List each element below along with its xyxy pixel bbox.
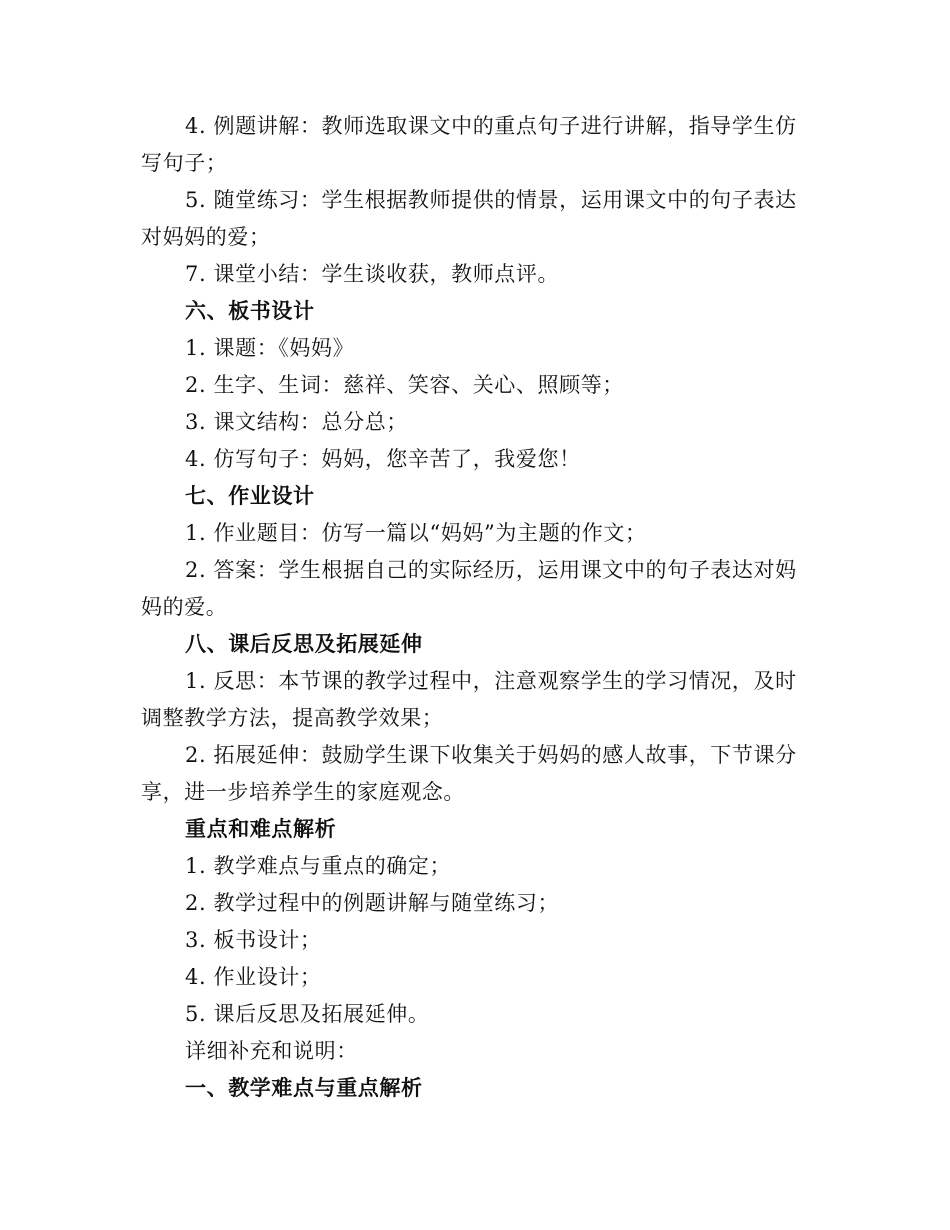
section-heading-reflection-extension: 八、课后反思及拓展延伸 xyxy=(185,632,423,656)
list-item-class-summary: 7. 课堂小结：学生谈收获，教师点评。 xyxy=(185,262,560,286)
list-item-text-structure: 3. 课文结构：总分总； xyxy=(185,410,408,434)
list-item-key-points-3: 3. 板书设计； xyxy=(185,928,322,952)
document-body xyxy=(141,108,806,1107)
list-item-key-points-4: 4. 作业设计； xyxy=(185,965,322,989)
list-item-key-points-2: 2. 教学过程中的例题讲解与随堂练习； xyxy=(185,891,560,915)
section-heading-teaching-difficulty-analysis: 一、教学难点与重点解析 xyxy=(185,1076,423,1100)
paragraph-example-explanation: 4. 例题讲解：教师选取课文中的重点句子进行讲解，指导学生仿写句子； xyxy=(141,114,797,175)
section-heading-blackboard-design: 六、板书设计 xyxy=(185,299,315,323)
list-item-lesson-title: 1. 课题：《妈妈》 xyxy=(185,336,355,360)
list-item-imitation-sentence: 4. 仿写句子：妈妈，您辛苦了，我爱您！ xyxy=(185,447,581,471)
paragraph-extension: 2. 拓展延伸：鼓励学生课下收集关于妈妈的感人故事，下节课分享，进一步培养学生的家庭观念。 xyxy=(141,743,797,804)
list-item-key-points-1: 1. 教学难点与重点的确定； xyxy=(185,854,452,878)
list-item-key-points-5: 5. 课后反思及拓展延伸。 xyxy=(185,1002,430,1026)
list-item-homework-topic: 1. 作业题目：仿写一篇以“妈妈”为主题的作文； xyxy=(185,521,647,545)
list-item-new-words: 2. 生字、生词：慈祥、笑容、关心、照顾等； xyxy=(185,373,624,397)
section-heading-homework-design: 七、作业设计 xyxy=(185,484,315,508)
detailed-supplement-label: 详细补充和说明： xyxy=(185,1039,358,1063)
paragraph-homework-answer: 2. 答案：学生根据自己的实际经历，运用课文中的句子表达对妈妈的爱。 xyxy=(141,558,797,619)
section-heading-key-points-analysis: 重点和难点解析 xyxy=(185,817,337,841)
paragraph-in-class-practice: 5. 随堂练习：学生根据教师提供的情景，运用课文中的句子表达对妈妈的爱； xyxy=(141,188,797,249)
paragraph-reflection: 1. 反思：本节课的教学过程中，注意观察学生的学习情况，及时调整教学方法，提高教学效果； xyxy=(141,669,797,730)
